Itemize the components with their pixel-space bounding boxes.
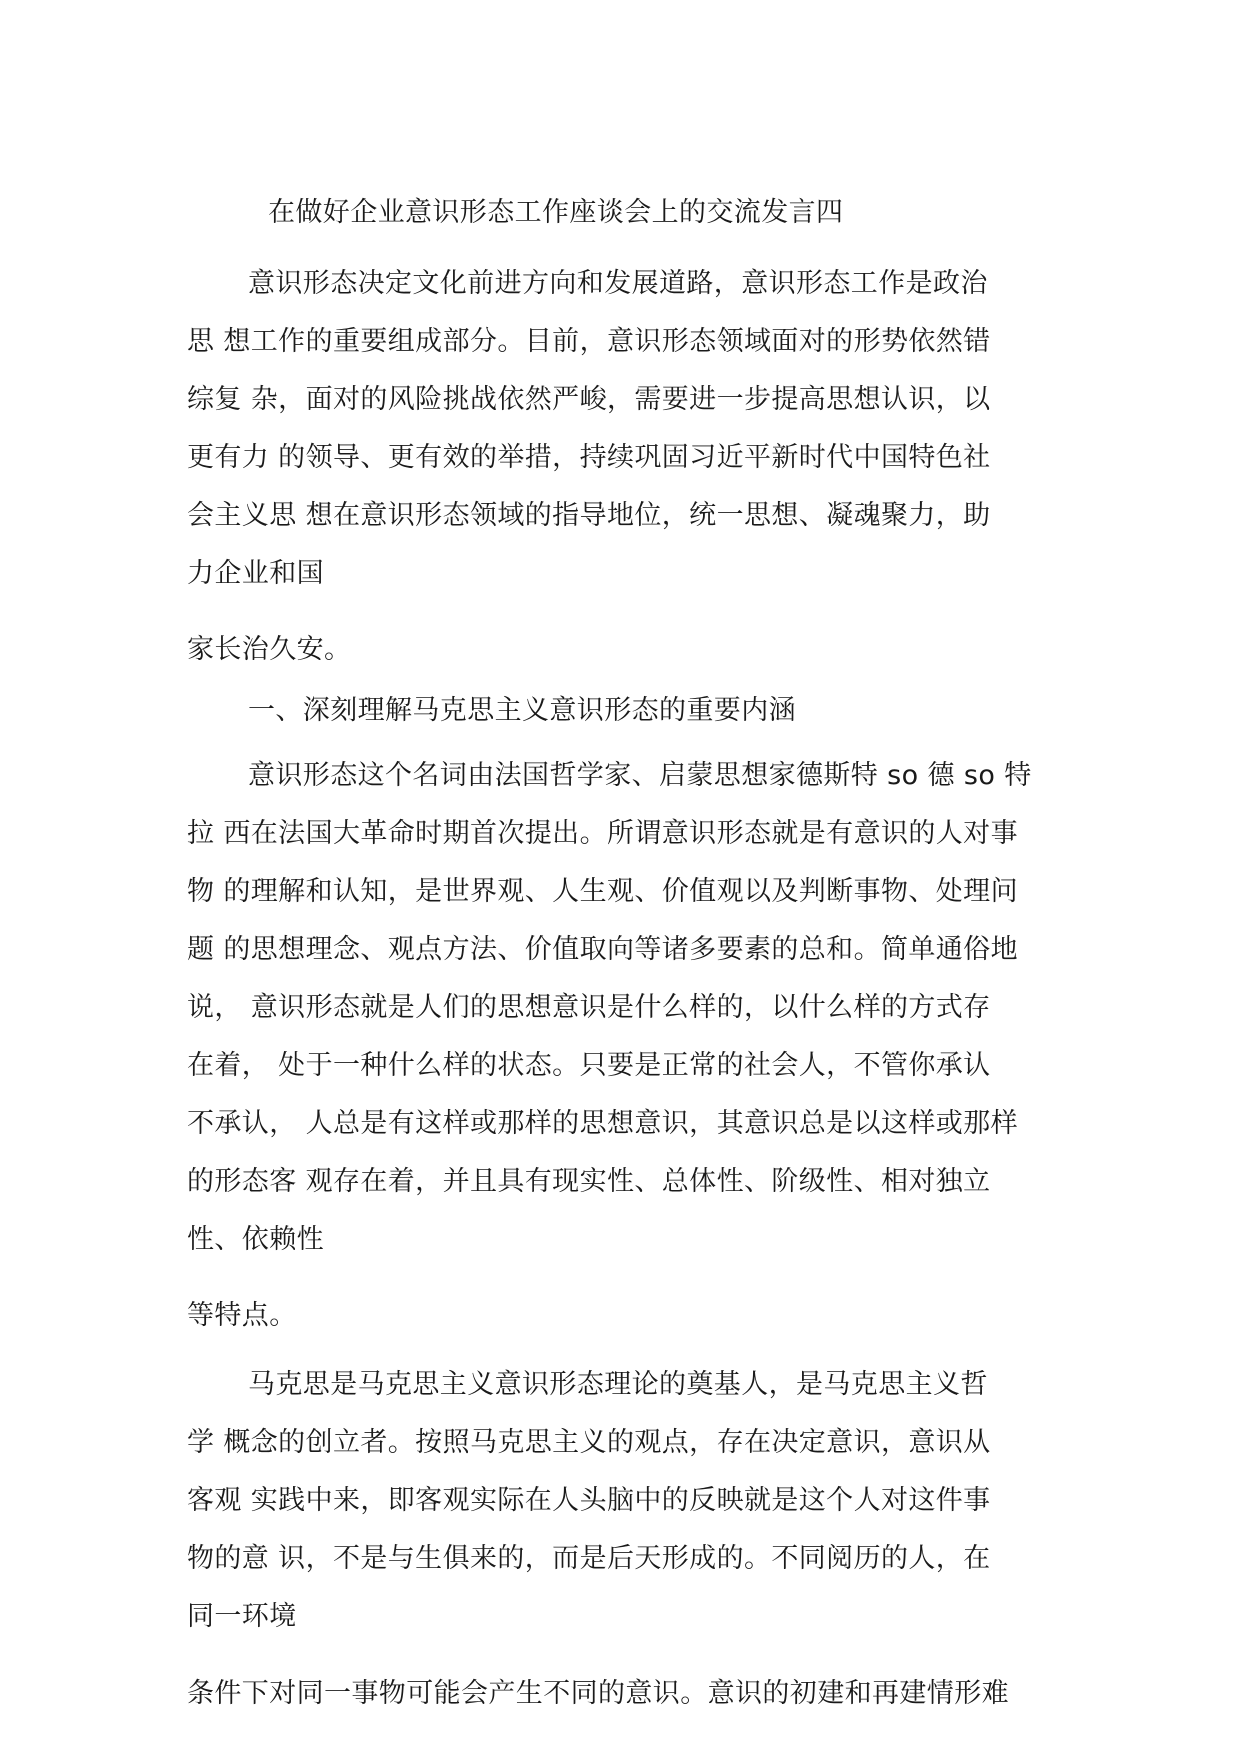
paragraph-line: 物的意 识，不是与生俱来的，而是后天形成的。不同阅历的人，在 [187,1543,991,1574]
paragraph-line: 条件下对同一事物可能会产生不同的意识。意识的初建和再建情形难 [187,1678,1009,1709]
paragraph-line: 更有力 的领导、更有效的举措，持续巩固习近平新时代中国特色社 [187,442,991,473]
paragraph-line: 客观 实践中来，即客观实际在人头脑中的反映就是这个人对这件事 [187,1485,991,1516]
paragraph-line: 的形态客 观存在着，并且具有现实性、总体性、阶级性、相对独立 [187,1166,991,1197]
paragraph-line: 不承认， 人总是有这样或那样的思想意识，其意识总是以这样或那样 [187,1108,1018,1139]
paragraph-line: 在着， 处于一种什么样的状态。只要是正常的社会人，不管你承认 [187,1050,991,1081]
paragraph-line: 意识形态这个名词由法国哲学家、启蒙思想家德斯特 so 德 so 特 [248,760,1032,791]
paragraph-line: 综复 杂，面对的风险挑战依然严峻，需要进一步提高思想认识，以 [187,384,991,415]
paragraph-line: 题 的思想理念、观点方法、价值取向等诸多要素的总和。简单通俗地 [187,934,1018,965]
paragraph-line: 思 想工作的重要组成部分。目前，意识形态领域面对的形势依然错 [187,326,991,357]
paragraph-line: 家长治久安。 [187,634,352,665]
paragraph-line: 性、依赖性 [187,1224,324,1255]
paragraph-line: 拉 西在法国大革命时期首次提出。所谓意识形态就是有意识的人对事 [187,818,1018,849]
paragraph-line: 意识形态决定文化前进方向和发展道路，意识形态工作是政治 [248,268,988,299]
document-title: 在做好企业意识形态工作座谈会上的交流发言四 [268,197,844,228]
paragraph-line: 马克思是马克思主义意识形态理论的奠基人，是马克思主义哲 [248,1369,988,1400]
paragraph-line: 等特点。 [187,1300,297,1331]
paragraph-line: 同一环境 [187,1601,297,1632]
paragraph-line: 说， 意识形态就是人们的思想意识是什么样的，以什么样的方式存 [187,992,991,1023]
paragraph-line: 物 的理解和认知，是世界观、人生观、价值观以及判断事物、处理问 [187,876,1018,907]
section-heading: 一、深刻理解马克思主义意识形态的重要内涵 [248,695,796,726]
paragraph-line: 会主义思 想在意识形态领域的指导地位，统一思想、凝魂聚力，助 [187,500,991,531]
paragraph-line: 学 概念的创立者。按照马克思主义的观点，存在决定意识，意识从 [187,1427,991,1458]
paragraph-line: 力企业和国 [187,558,324,589]
